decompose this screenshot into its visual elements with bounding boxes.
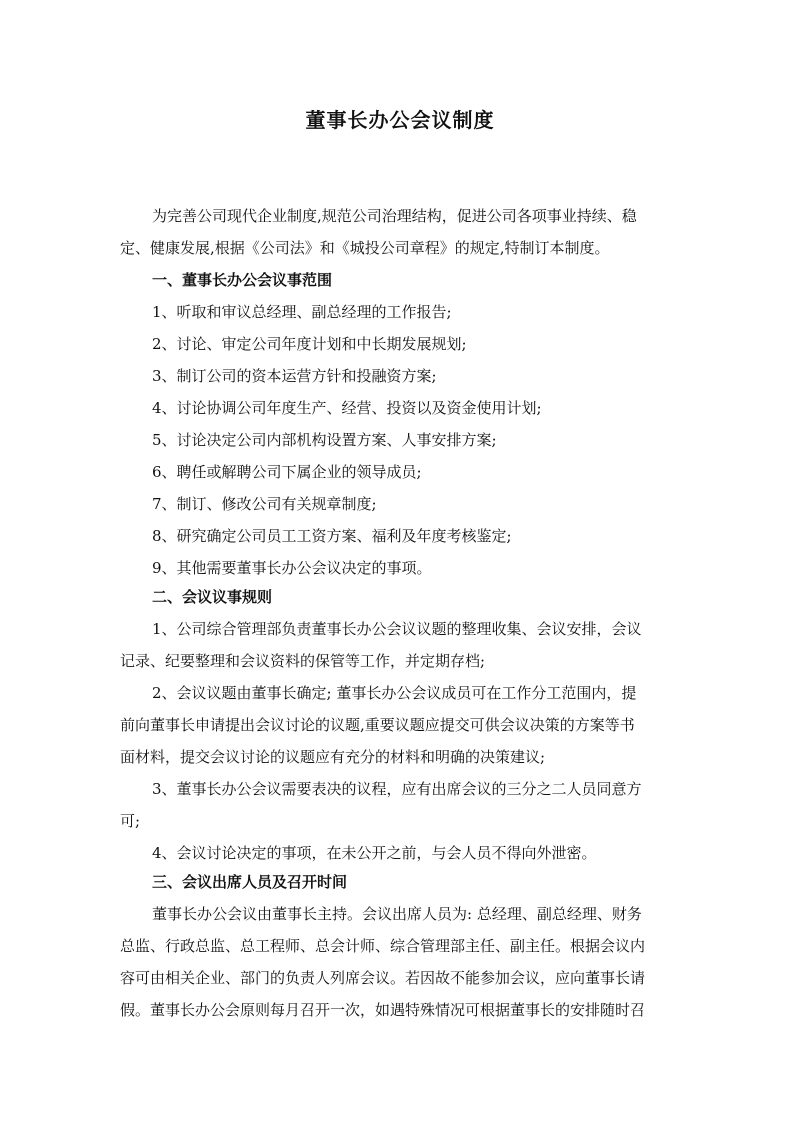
list-item: 3、制订公司的资本运营方针和投融资方案;: [152, 367, 437, 385]
list-item: 6、聘任或解聘公司下属企业的领导成员;: [152, 463, 422, 481]
paragraph-line: 容可由相关企业、部门的负责人列席会议。若因故不能参加会议，应向董事长请: [120, 969, 646, 987]
section-2: [120, 581, 680, 869]
rule-line: 3、董事长办公会议需要表决的议程，应有出席会议的三分之二人员同意方: [152, 780, 642, 798]
paragraph-line: 董事长办公会议由董事长主持。会议出席人员为: 总经理、副总经理、财务: [152, 905, 642, 923]
list-item: 8、研究确定公司员工工资方案、福利及年度考核鉴定;: [152, 527, 512, 545]
list-item: 5、讨论决定公司内部机构设置方案、人事安排方案;: [152, 431, 497, 449]
section-heading: 二、会议议事规则: [152, 588, 273, 606]
section-heading: 三、会议出席人员及召开时间: [152, 873, 348, 891]
list-item: 2、讨论、审定公司年度计划和中长期发展规划;: [152, 335, 467, 353]
intro-line: 定、健康发展,根据《公司法》和《城投公司章程》的规定,特制订本制度。: [120, 239, 610, 257]
paragraph-line: 总监、行政总监、总工程师、总会计师、综合管理部主任、副主任。根据会议内: [120, 937, 646, 955]
paragraph-line: 假。董事长办公会原则每月召开一次，如遇特殊情况可根据董事长的安排随时召: [120, 1001, 646, 1019]
list-item: 9、其他需要董事长办公会议决定的事项。: [152, 559, 432, 577]
document-title: 董事长办公会议制度: [305, 108, 495, 132]
rule-line: 1、公司综合管理部负责董事长办公会议议题的整理收集、会议安排，会议: [152, 620, 642, 638]
section-1: [120, 264, 680, 584]
rule-line: 前向董事长申请提出会议讨论的议题,重要议题应提交可供会议决策的方案等书: [120, 716, 635, 734]
list-item: 1、听取和审议总经理、副总经理的工作报告;: [152, 303, 452, 321]
rule-line: 可;: [120, 812, 141, 830]
section-heading: 一、董事长办公会议事范围: [152, 271, 333, 289]
section-3: [120, 866, 680, 1026]
rule-line: 2、会议议题由董事长确定; 董事长办公会议成员可在工作分工范围内，提: [152, 684, 637, 702]
rule-line: 面材料，提交会议讨论的议题应有充分的材料和明确的决策建议;: [120, 748, 546, 766]
list-item: 7、制订、修改公司有关规章制度;: [152, 495, 377, 513]
list-item: 4、讨论协调公司年度生产、经营、投资以及资金使用计划;: [152, 399, 542, 417]
rule-line: 记录、纪要整理和会议资料的保管等工作，并定期存档;: [120, 652, 486, 670]
intro-paragraph: [120, 200, 680, 264]
intro-line: 为完善公司现代企业制度,规范公司治理结构，促进公司各项事业持续、稳: [152, 207, 637, 225]
rule-line: 4、会议讨论决定的事项，在未公开之前，与会人员不得向外泄密。: [152, 844, 597, 862]
